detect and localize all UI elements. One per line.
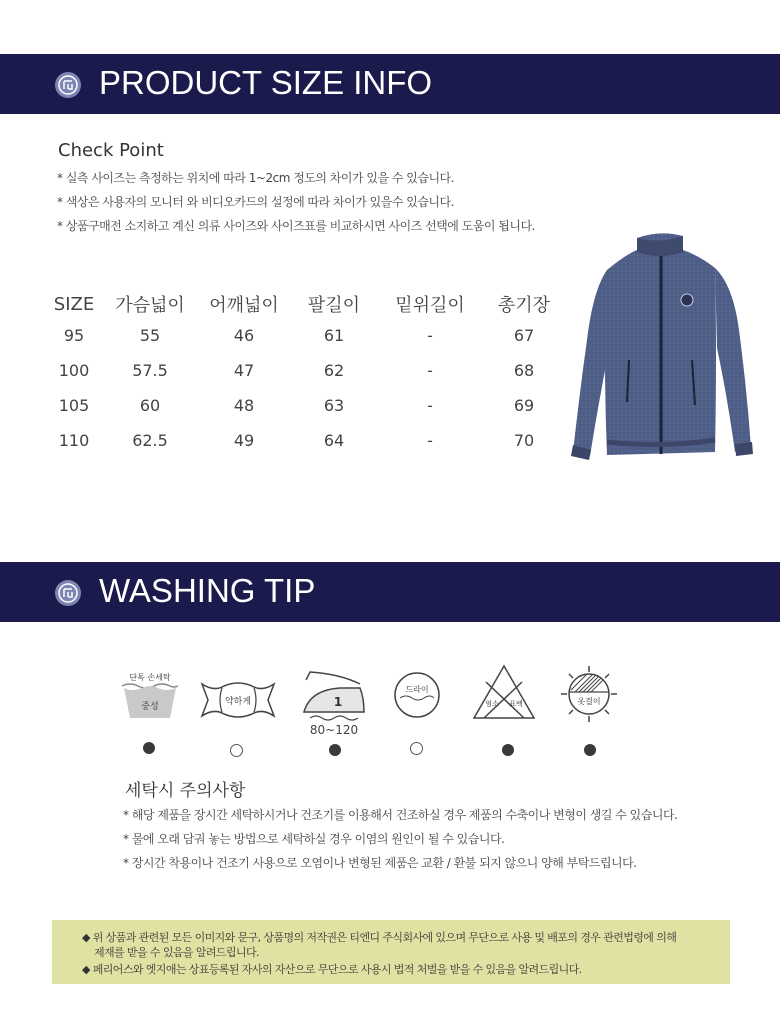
copyright-notice: [52, 920, 730, 984]
table-cell: 46: [233, 326, 255, 345]
table-cell: -: [427, 361, 433, 380]
table-cell: -: [427, 396, 433, 415]
check-point-note: * 실측 사이즈는 측정하는 위치에 따라 1~2cm 정도의 차이가 있을 수 있습니다.: [57, 171, 454, 185]
check-point-title: Check Point: [58, 140, 164, 161]
product-jacket-image: [565, 230, 760, 465]
table-row: [46, 318, 566, 353]
washing-tip-title: WASHING TIP: [99, 572, 316, 609]
iron-temperature-label: 80~120: [309, 723, 359, 737]
iron-indicator: [329, 744, 341, 756]
table-cell: 68: [513, 361, 535, 380]
table-row: [46, 388, 566, 423]
column-header: 가슴넓이: [115, 295, 185, 316]
table-cell: 57.5: [132, 361, 168, 380]
table-cell: 64: [323, 431, 345, 450]
washing-caution-title: 세탁시 주의사항: [125, 781, 246, 801]
dry-clean-indicator: [410, 742, 423, 755]
hang-dry-label: 옷걸이: [577, 697, 601, 706]
gentle-wring-indicator: [230, 744, 243, 757]
hand-wash-label: 단독 손세탁: [129, 673, 171, 682]
dry-clean-icon: [392, 670, 442, 720]
washing-caution-item: * 해당 제품을 장시간 세탁하시거나 건조기를 이용해서 건조하실 경우 제품의 수축이나 변형이 생길 수 있습니다.: [123, 808, 678, 822]
size-info-header: [0, 54, 780, 114]
hand-wash-icon: [118, 664, 182, 724]
hang-dry-indicator: [584, 744, 596, 756]
brand-logo-icon: [55, 72, 81, 98]
table-cell: 110: [58, 431, 90, 450]
washing-tip-header: [0, 562, 780, 622]
check-point-notes: [57, 169, 535, 241]
table-cell: 63: [323, 396, 345, 415]
iron-level-label: 1: [333, 695, 343, 709]
table-cell: -: [427, 431, 433, 450]
copyright-notice-line: ◆ 페리어스와 엣지애는 상표등록된 자사의 자산으로 무단으로 사용시 법적 처벌을 받을 수 있음을 알려드립니다.: [82, 963, 582, 976]
table-cell: 49: [233, 431, 255, 450]
care-symbols: [118, 664, 638, 764]
no-bleach-indicator: [502, 744, 514, 756]
copyright-notice-line: 제재를 받을 수 있음을 알려드립니다.: [94, 946, 259, 959]
table-cell: 69: [513, 396, 535, 415]
size-info-title: PRODUCT SIZE INFO: [99, 64, 433, 101]
table-cell: 70: [513, 431, 535, 450]
table-cell: 60: [139, 396, 161, 415]
no-bleach-label-right: 표백: [509, 700, 523, 708]
table-cell: 67: [513, 326, 535, 345]
washing-caution-list: [123, 806, 677, 878]
iron-icon: [300, 668, 370, 740]
table-cell: -: [427, 326, 433, 345]
no-bleach-icon: [472, 664, 536, 720]
table-cell: 62: [323, 361, 345, 380]
brand-logo-icon: [55, 580, 81, 606]
hand-wash-indicator: [143, 742, 155, 754]
column-header: 팔길이: [307, 295, 361, 316]
copyright-notice-line: ◆ 위 상품과 관련된 모든 이미지와 문구, 상품명의 저작권은 티엔디 주식회사에 있으며 무단으로 사용 및 배포의 경우 관련법령에 의해: [82, 931, 677, 944]
table-cell: 100: [58, 361, 90, 380]
table-cell: 61: [323, 326, 345, 345]
washing-caution-item: * 물에 오래 담궈 놓는 방법으로 세탁하실 경우 이염의 원인이 될 수 있습니다.: [123, 832, 505, 846]
dry-clean-label: 드라이: [405, 685, 429, 694]
column-header: 총기장: [497, 295, 551, 316]
size-table-header: [46, 290, 566, 318]
gentle-wring-icon: [200, 678, 276, 722]
size-table: [46, 290, 566, 458]
table-cell: 47: [233, 361, 255, 380]
washing-caution-item: * 장시간 착용이나 건조기 사용으로 오염이나 변형된 제품은 교환 / 환불 되지 않으니 양해 부탁드립니다.: [123, 856, 637, 870]
column-header: SIZE: [53, 293, 95, 315]
gentle-wring-label: 약하게: [224, 697, 252, 707]
column-header: 밑위길이: [395, 295, 465, 316]
column-header: 어깨넓이: [209, 295, 279, 316]
table-row: [46, 423, 566, 458]
no-bleach-label-left: 염소: [485, 700, 499, 708]
check-point-note: * 상품구매전 소지하고 계신 의류 사이즈와 사이즈표를 비교하시면 사이즈 선택에 도움이 됩니다.: [57, 219, 535, 233]
table-cell: 48: [233, 396, 255, 415]
table-cell: 62.5: [132, 431, 168, 450]
table-cell: 95: [63, 326, 85, 345]
table-row: [46, 353, 566, 388]
table-cell: 55: [139, 326, 161, 345]
check-point-note: * 색상은 사용자의 모니터 와 비디오카드의 설정에 따라 차이가 있을수 있습니다.: [57, 195, 454, 209]
hang-dry-shade-icon: [558, 664, 620, 724]
hand-wash-detergent-label: 중성: [141, 702, 159, 712]
table-cell: 105: [58, 396, 90, 415]
